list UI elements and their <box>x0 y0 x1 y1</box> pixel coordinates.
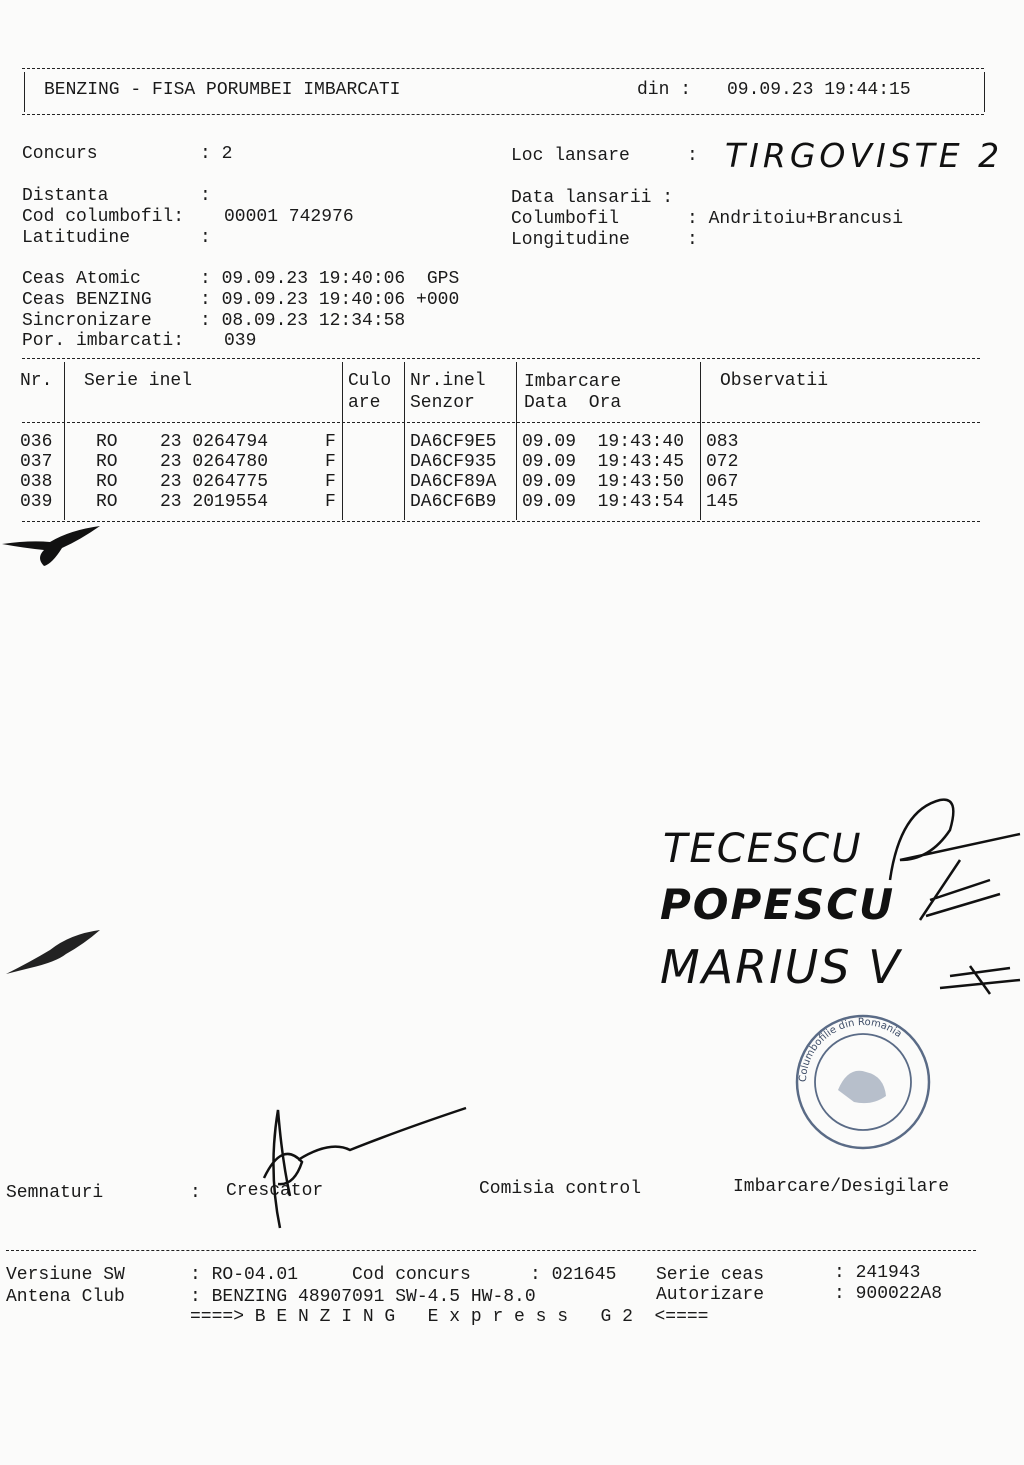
header-top-border <box>22 68 984 69</box>
cell-sex: F <box>325 452 336 472</box>
latitudine-label: Latitudine <box>22 228 131 248</box>
imbarcare-desigilare-label: Imbarcare/Desigilare <box>733 1177 950 1197</box>
col-header-nr: Nr. <box>20 371 53 391</box>
header-bottom-border <box>22 114 984 115</box>
cell-nr: 036 <box>20 432 53 452</box>
versiune-sw-value: : RO-04.01 <box>190 1265 299 1285</box>
versiune-sw-label: Versiune SW <box>6 1265 125 1285</box>
data-lansarii-label: Data lansarii : <box>511 188 674 208</box>
ceas-benzing-value: : 09.09.23 19:40:06 +000 <box>200 290 460 310</box>
document-title: BENZING - FISA PORUMBEI IMBARCATI <box>44 80 401 100</box>
cell-country: RO <box>96 432 118 452</box>
cell-data-ora: 09.09 19:43:54 <box>522 492 685 512</box>
cod-concurs-value: : 021645 <box>530 1265 617 1285</box>
por-imbarcati-label: Por. imbarcati: <box>22 331 185 351</box>
col-header-observatii: Observatii <box>720 371 829 391</box>
table-divider <box>64 362 65 520</box>
benzing-banner: ====> B E N Z I N G E x p r e s s G 2 <==== <box>190 1307 709 1327</box>
stamp-text: Columbofilie din Romania <box>797 1016 904 1083</box>
ceas-atomic-value: : 09.09.23 19:40:06 GPS <box>200 269 460 289</box>
sincronizare-value: : 08.09.23 12:34:58 <box>200 311 406 331</box>
scan-smudge-mark <box>0 518 110 578</box>
handwritten-signatures <box>860 780 1024 1000</box>
ceas-benzing-label: Ceas BENZING <box>22 290 152 310</box>
cell-observatii: 083 <box>706 432 739 452</box>
din-label: din : <box>637 80 692 100</box>
cell-sex: F <box>325 492 336 512</box>
longitudine-sep: : <box>687 230 698 250</box>
round-stamp <box>788 1010 938 1160</box>
table-header-border <box>22 422 980 423</box>
cell-nr: 037 <box>20 452 53 472</box>
antena-club-value: : BENZING 48907091 SW-4.5 HW-8.0 <box>190 1287 536 1307</box>
table-divider <box>516 362 517 520</box>
comisia-control-label: Comisia control <box>479 1179 642 1199</box>
concurs-value: : 2 <box>200 144 233 164</box>
handwritten-name-3: MARIUS V <box>660 940 902 994</box>
latitudine-sep: : <box>200 228 211 248</box>
serie-ceas-label: Serie ceas <box>656 1265 765 1285</box>
col-header-culoare-2: are <box>348 393 381 413</box>
cell-country: RO <box>96 492 118 512</box>
cell-nr: 038 <box>20 472 53 492</box>
loc-lansare-handwritten: TIRGOVISTE 2 <box>725 136 1004 175</box>
cod-columbofil-value: 00001 742976 <box>224 207 354 227</box>
autorizare-value: : 900022A8 <box>834 1284 943 1304</box>
cell-ring: 23 0264794 <box>160 432 269 452</box>
din-value: 09.09.23 19:44:15 <box>727 80 911 100</box>
header-left-border <box>24 72 25 112</box>
cell-data-ora: 09.09 19:43:45 <box>522 452 685 472</box>
crescator-label: Crescator <box>226 1181 324 1201</box>
cell-ring: 23 0264775 <box>160 472 269 492</box>
cell-data-ora: 09.09 19:43:40 <box>522 432 685 452</box>
col-header-imbarcare: Imbarcare <box>524 372 622 392</box>
semnaturi-sep: : <box>190 1183 201 1203</box>
col-header-serie-inel: Serie inel <box>84 371 193 391</box>
distanta-sep: : <box>200 186 211 206</box>
cell-country: RO <box>96 472 118 492</box>
table-divider <box>342 362 343 520</box>
footer-border <box>6 1250 976 1251</box>
handwritten-name-1: TECESCU <box>663 826 863 872</box>
autorizare-label: Autorizare <box>656 1285 765 1305</box>
cell-senzor: DA6CF935 <box>410 452 497 472</box>
sincronizare-label: Sincronizare <box>22 311 152 331</box>
columbofil-value: : Andritoiu+Brancusi <box>687 209 904 229</box>
cell-sex: F <box>325 432 336 452</box>
longitudine-label: Longitudine <box>511 230 630 250</box>
scan-smudge-mark <box>0 922 110 982</box>
table-divider <box>700 362 701 520</box>
cell-sex: F <box>325 472 336 492</box>
cell-observatii: 072 <box>706 452 739 472</box>
cell-data-ora: 09.09 19:43:50 <box>522 472 685 492</box>
distanta-label: Distanta <box>22 186 109 206</box>
loc-lansare-label: Loc lansare <box>511 146 630 166</box>
cell-senzor: DA6CF89A <box>410 472 497 492</box>
cell-ring: 23 0264780 <box>160 452 269 472</box>
header-right-border <box>984 72 985 112</box>
col-header-nr-inel: Nr.inel <box>410 371 486 391</box>
table-top-border <box>22 358 980 359</box>
cell-nr: 039 <box>20 492 53 512</box>
col-header-senzor: Senzor <box>410 393 475 413</box>
serie-ceas-value: : 241943 <box>834 1263 921 1283</box>
concurs-label: Concurs <box>22 144 98 164</box>
cod-columbofil-label: Cod columbofil: <box>22 207 185 227</box>
por-imbarcati-value: 039 <box>224 331 257 351</box>
cod-concurs-label: Cod concurs <box>352 1265 471 1285</box>
semnaturi-label: Semnaturi <box>6 1183 104 1203</box>
col-header-data-ora: Data Ora <box>524 393 622 413</box>
col-header-culoare: Culo <box>348 371 392 391</box>
table-bottom-border <box>22 521 980 522</box>
handwritten-name-2: POPESCU <box>660 880 896 929</box>
loc-lansare-sep: : <box>687 146 698 166</box>
cell-observatii: 145 <box>706 492 739 512</box>
crescator-signature <box>220 1100 480 1240</box>
cell-senzor: DA6CF6B9 <box>410 492 497 512</box>
table-divider <box>404 362 405 520</box>
columbofil-label: Columbofil <box>511 209 620 229</box>
cell-observatii: 067 <box>706 472 739 492</box>
cell-senzor: DA6CF9E5 <box>410 432 497 452</box>
ceas-atomic-label: Ceas Atomic <box>22 269 141 289</box>
antena-club-label: Antena Club <box>6 1287 125 1307</box>
cell-country: RO <box>96 452 118 472</box>
cell-ring: 23 2019554 <box>160 492 269 512</box>
